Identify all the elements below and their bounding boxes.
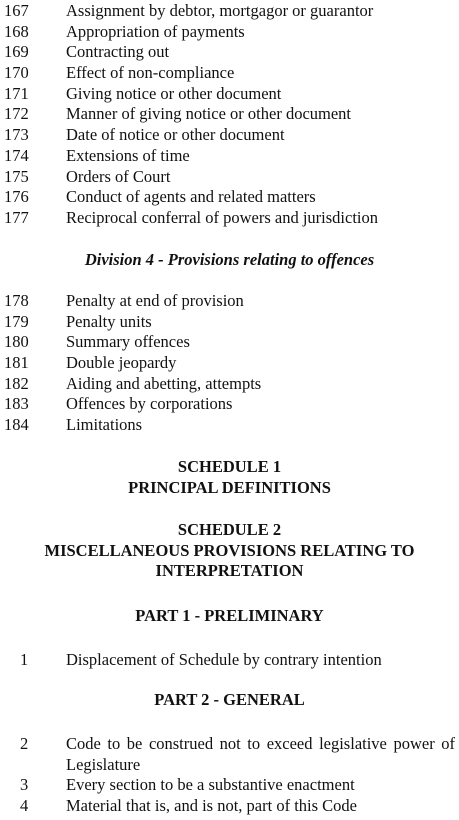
list-item: [0, 63, 459, 84]
section-title: Aiding and abetting, attempts: [66, 373, 262, 393]
section-title: Double jeopardy: [66, 353, 177, 373]
section-number: 184: [4, 415, 29, 435]
section-list-division4: [0, 291, 459, 436]
schedule-2-title: SCHEDULE 2: [177, 520, 282, 539]
section-number: 179: [4, 311, 29, 331]
list-item: [0, 167, 459, 188]
list-item: [0, 125, 459, 146]
part-1-list: [0, 650, 459, 671]
section-number: 167: [4, 1, 29, 20]
section-title: Manner of giving notice or other document: [66, 104, 352, 124]
section-title: Summary offences: [66, 332, 190, 352]
section-number: 4: [20, 796, 29, 816]
section-title: Giving notice or other document: [66, 83, 282, 103]
section-title: Effect of non-compliance: [66, 63, 235, 83]
section-title: Reciprocal conferral of powers and jurisdiction: [66, 207, 379, 227]
section-number: 170: [4, 63, 29, 83]
section-title: Assignment by debtor, mortgagor or guarantor: [66, 1, 374, 20]
list-item: [0, 312, 459, 333]
section-title: Penalty units: [66, 311, 152, 331]
section-title: Offences by corporations: [66, 394, 233, 414]
part-1-heading: PART 1 - PRELIMINARY: [135, 606, 324, 625]
part-2-list: [0, 734, 459, 817]
schedule-1-title: SCHEDULE 1: [177, 457, 282, 476]
section-number: 176: [4, 187, 29, 207]
section-number: 172: [4, 104, 29, 124]
section-title: Date of notice or other document: [66, 125, 285, 145]
list-item: [0, 187, 459, 208]
section-number: 181: [4, 353, 29, 373]
section-number: 168: [4, 21, 29, 41]
section-number: 2: [20, 734, 29, 753]
section-title: Every section to be a substantive enactment: [66, 775, 355, 795]
section-title: Appropriation of payments: [66, 21, 245, 41]
section-title: Contracting out: [66, 42, 170, 62]
list-item: [0, 734, 459, 775]
section-title: Penalty at end of provision: [66, 291, 244, 310]
division-heading: Division 4 - Provisions relating to offences: [84, 250, 375, 269]
section-title: Extensions of time: [66, 145, 190, 165]
list-item: [0, 208, 459, 229]
schedule-2-heading: [0, 520, 459, 582]
section-number: 1: [20, 650, 29, 669]
schedule-1-subtitle: PRINCIPAL DEFINITIONS: [128, 477, 331, 497]
part-2-heading: PART 2 - GENERAL: [154, 690, 305, 709]
list-item: [0, 104, 459, 125]
list-item: [0, 146, 459, 167]
list-item: [0, 353, 459, 374]
section-title: Material that is, and is not, part of this Code: [66, 796, 357, 816]
section-number: 178: [4, 291, 29, 310]
list-item: [0, 394, 459, 415]
list-item: [0, 374, 459, 395]
section-title: Orders of Court: [66, 166, 171, 186]
schedule-2-subtitle-line2: INTERPRETATION: [155, 561, 304, 581]
section-number: 180: [4, 332, 29, 352]
list-item: [0, 291, 459, 312]
list-item: [0, 796, 459, 817]
list-item: [0, 332, 459, 353]
section-number: 174: [4, 145, 29, 165]
section-number: 177: [4, 207, 29, 227]
section-number: 3: [20, 775, 29, 795]
list-item: [0, 84, 459, 105]
list-item: [0, 415, 459, 436]
section-title: Displacement of Schedule by contrary intention: [66, 650, 382, 669]
schedule-2-subtitle-line1: MISCELLANEOUS PROVISIONS RELATING TO: [44, 540, 415, 560]
schedule-1-heading: [0, 457, 459, 498]
section-title: Limitations: [66, 415, 143, 435]
list-item: [0, 1, 459, 22]
section-list-top: [0, 1, 459, 229]
section-number: 183: [4, 394, 29, 414]
section-number: 173: [4, 125, 29, 145]
section-number: 169: [4, 42, 29, 62]
section-number: 175: [4, 166, 29, 186]
section-number: 171: [4, 83, 29, 103]
section-title: Conduct of agents and related matters: [66, 187, 316, 207]
section-title: Code to be construed not to exceed legislative power of Legislature: [66, 734, 455, 774]
list-item: [0, 775, 459, 796]
list-item: [0, 42, 459, 63]
list-item: [0, 650, 459, 671]
section-number: 182: [4, 373, 29, 393]
list-item: [0, 22, 459, 43]
